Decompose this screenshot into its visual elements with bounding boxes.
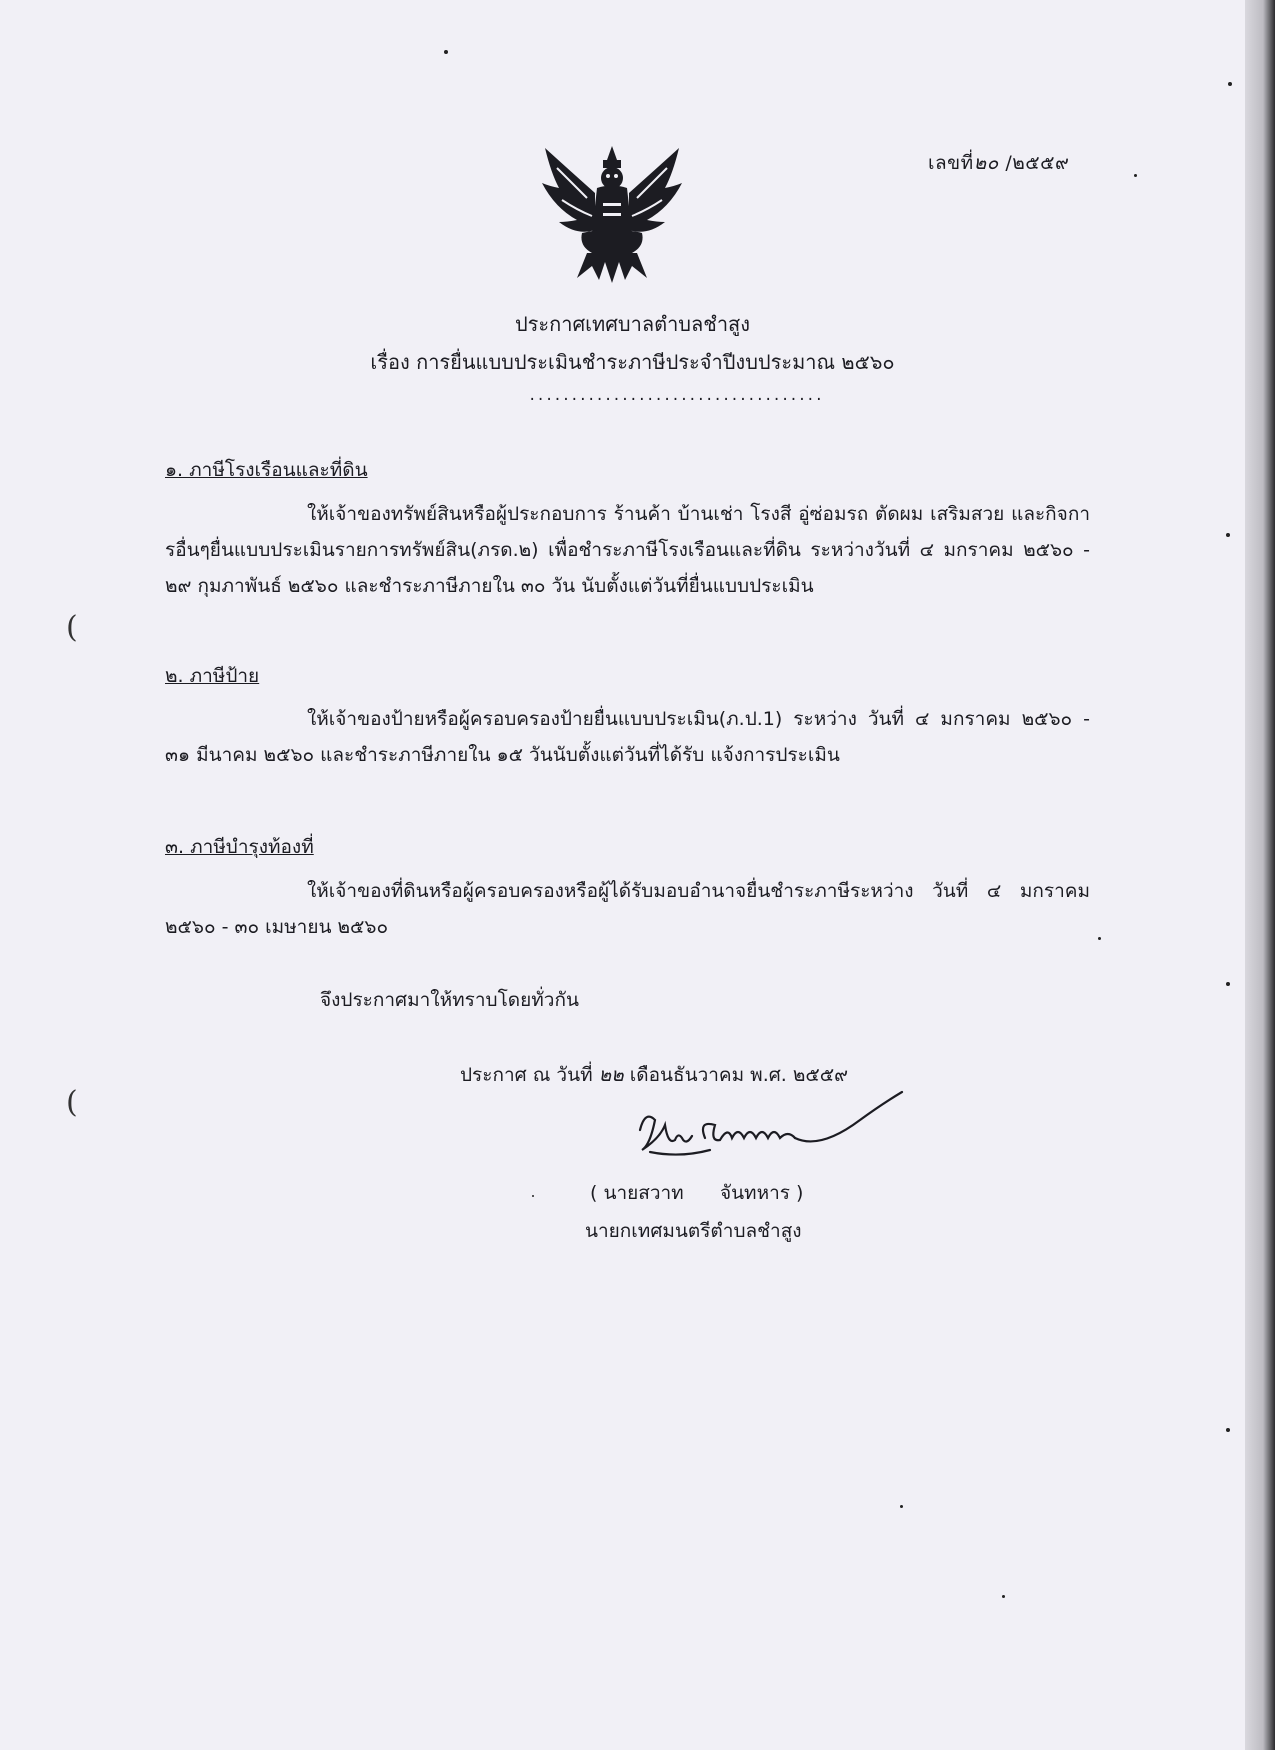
scan-speck <box>1226 1428 1230 1432</box>
signer-name: ( นายสวาท จันทหาร ) <box>590 1182 804 1204</box>
scan-mark: ( <box>66 610 78 645</box>
announcement-date <box>460 1060 848 1090</box>
section-title-house-land-tax: ๑. ภาษีโรงเรือนและที่ดิน <box>165 459 368 481</box>
scan-edge <box>1245 0 1275 1750</box>
closing-statement: จึงประกาศมาให้ทราบโดยทั่วกัน <box>320 989 579 1011</box>
date-day: ๒๒ <box>598 1064 624 1086</box>
scan-speck <box>1002 1595 1005 1598</box>
scan-speck <box>444 50 448 54</box>
scan-mark: ( <box>66 1085 78 1120</box>
scan-speck <box>1098 937 1101 940</box>
section-body-local-maintenance-tax <box>165 873 1090 945</box>
section-body-text: ให้เจ้าของที่ดินหรือผู้ครอบครองหรือผู้ได้รับมอบอำนาจยื่นชำระภาษีระหว่าง วันที่ ๔ มกราคม ๒๕๖๐ - ๓๐ เมษายน ๒๕๖๐ <box>165 880 1090 938</box>
scan-speck <box>1226 533 1230 537</box>
signature-icon <box>620 1090 910 1180</box>
section-title-local-maintenance-tax: ๓. ภาษีบำรุงท้องที่ <box>165 836 314 858</box>
section-body-text: ให้เจ้าของป้ายหรือผู้ครอบครองป้ายยื่นแบบประเมิน(ภ.ป.1) ระหว่าง วันที่ ๔ มกราคม ๒๕๖๐ - ๓๑ มีนาคม ๒๕๖๐ และชำระภาษีภายใน ๑๕ วันนับตั้งแต่วันที่ได้รับ แจ้งการประเมิน <box>165 708 1090 766</box>
announcement-subject: เรื่อง การยื่นแบบประเมินชำระภาษีประจำปีงบประมาณ ๒๕๖๐ <box>370 350 895 374</box>
scan-speck <box>900 1505 903 1508</box>
signer-title: นายกเทศมนตรีตำบลชำสูง <box>585 1220 802 1242</box>
scan-speck <box>532 1195 534 1197</box>
date-prefix: ประกาศ ณ วันที่ <box>460 1064 593 1086</box>
section-title-signboard-tax: ๒. ภาษีป้าย <box>165 665 260 687</box>
garuda-emblem-icon <box>537 138 687 288</box>
document-number-suffix: /๒๕๕๙ <box>1005 152 1070 174</box>
announcement-heading: ประกาศเทศบาลตำบลชำสูง <box>514 312 751 336</box>
section-body-signboard-tax <box>165 701 1090 773</box>
scan-speck <box>1226 982 1230 986</box>
document-number <box>928 148 1069 178</box>
date-suffix: เดือนธันวาคม พ.ศ. ๒๕๕๙ <box>629 1064 849 1086</box>
heading-separator: ................................... <box>528 388 824 404</box>
document-number-label: เลขที่ <box>928 152 974 174</box>
section-body-house-land-tax <box>165 496 1090 604</box>
section-body-text: ให้เจ้าของทรัพย์สินหรือผู้ประกอบการ ร้านค้า บ้านเช่า โรงสี อู่ซ่อมรถ ตัดผม เสริมสวย และกิจการอื่นๆยื่นแบบประเมินรายการทรัพย์สิน(ภรด.๒) เพื่อชำระภาษีโรงเรือนและที่ดิน ระหว่างวันที่ ๔ มกราคม ๒๕๖๐ - ๒๙ กุมภาพันธ์ ๒๕๖๐ และชำระภาษีภายใน ๓๐ วัน นับตั้งแต่วันที่ยื่นแบบประเมิน <box>165 503 1090 597</box>
scan-speck <box>1134 174 1137 177</box>
document-number-handwritten: ๒๐ <box>973 152 999 174</box>
scan-speck <box>1228 82 1232 86</box>
